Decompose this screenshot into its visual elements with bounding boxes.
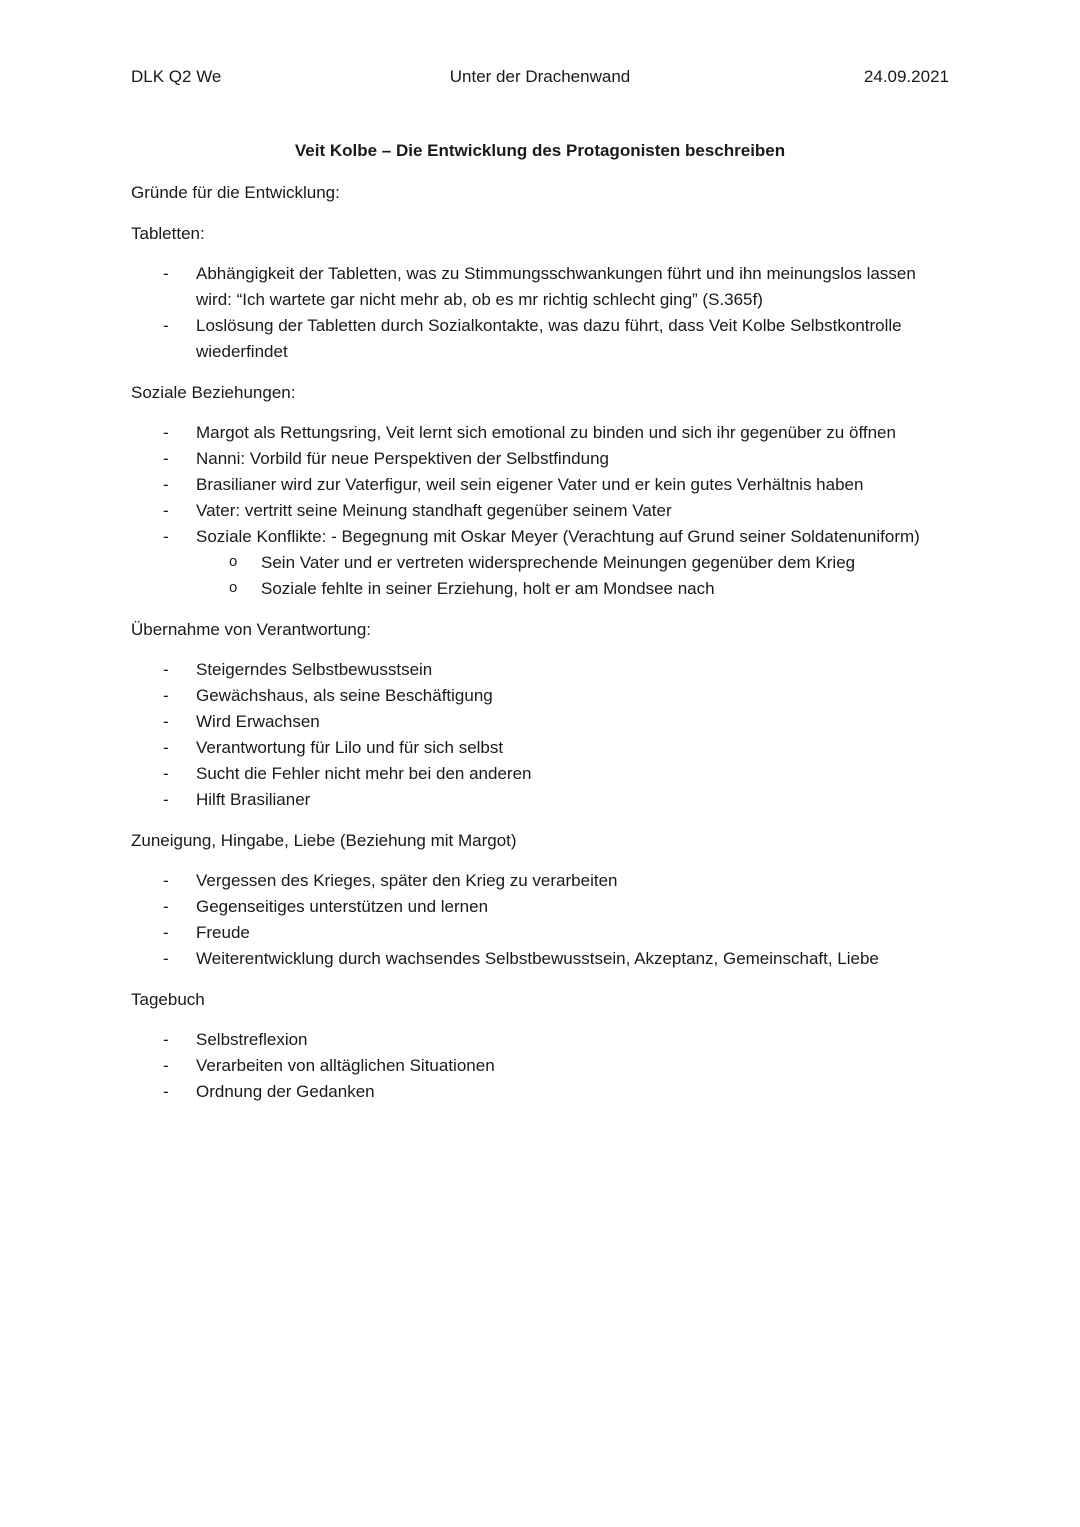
document-body [131, 180, 941, 1105]
list-item: - Margot als Rettungsring, Veit lernt sich emotional zu binden und sich ihr gegenüber zu öffnen [131, 420, 941, 446]
document-title: Veit Kolbe – Die Entwicklung des Protagonisten beschreiben [294, 141, 786, 160]
list-tabletten [131, 261, 941, 365]
list-soziale-beziehungen [131, 420, 941, 602]
header-topic: Unter der Drachenwand [449, 67, 631, 86]
list-zuneigung [131, 868, 941, 972]
list-item: - Loslösung der Tabletten durch Sozialkontakte, was dazu führt, dass Veit Kolbe Selbstkontrolle wiederfindet [131, 313, 941, 365]
section-heading-tabletten: Tabletten: [131, 224, 205, 243]
list-item: - Brasilianer wird zur Vaterfigur, weil sein eigener Vater und er kein gutes Verhältnis haben [131, 472, 941, 498]
header-date: 24.09.2021 [863, 67, 949, 86]
list-item: - Freude [131, 920, 941, 946]
list-item: - Ordnung der Gedanken [131, 1079, 941, 1105]
list-tagebuch [131, 1027, 941, 1105]
list-item: - Weiterentwicklung durch wachsendes Selbstbewusstsein, Akzeptanz, Gemeinschaft, Liebe [131, 946, 941, 972]
sublist-konflikte [196, 550, 941, 602]
section-heading-zuneigung: Zuneigung, Hingabe, Liebe (Beziehung mit Margot) [131, 831, 517, 850]
list-item: - Vergessen des Krieges, später den Krieg zu verarbeiten [131, 868, 941, 894]
list-item: - Sucht die Fehler nicht mehr bei den anderen [131, 761, 941, 787]
list-item: - Steigerndes Selbstbewusstsein [131, 657, 941, 683]
section-heading-verantwortung: Übernahme von Verantwortung: [131, 620, 372, 639]
header-course: DLK Q2 We [131, 67, 222, 86]
list-item-konflikte [131, 524, 941, 602]
list-item: - Gegenseitiges unterstützen und lernen [131, 894, 941, 920]
list-item: - Nanni: Vorbild für neue Perspektiven der Selbstfindung [131, 446, 941, 472]
list-item: - Gewächshaus, als seine Beschäftigung [131, 683, 941, 709]
sublist-item: o Soziale fehlte in seiner Erziehung, holt er am Mondsee nach [196, 576, 941, 602]
list-item: - Selbstreflexion [131, 1027, 941, 1053]
list-item: - Wird Erwachsen [131, 709, 941, 735]
list-verantwortung [131, 657, 941, 813]
list-item: - Verantwortung für Lilo und für sich selbst [131, 735, 941, 761]
list-item: - Abhängigkeit der Tabletten, was zu Stimmungsschwankungen führt und ihn meinungslos lassen wird: “Ich wartete gar nicht mehr ab, ob es mr richtig schlecht ging” (S.365f) [131, 261, 941, 313]
intro-heading: Gründe für die Entwicklung: [131, 183, 340, 202]
section-heading-soziale-beziehungen: Soziale Beziehungen: [131, 383, 296, 402]
list-item: - Vater: vertritt seine Meinung standhaft gegenüber seinem Vater [131, 498, 941, 524]
list-item-text: Soziale Konflikte: - Begegnung mit Oskar Meyer (Verachtung auf Grund seiner Soldatenuniform) [196, 527, 920, 546]
list-item: - Verarbeiten von alltäglichen Situationen [131, 1053, 941, 1079]
section-heading-tagebuch: Tagebuch [131, 990, 205, 1009]
page-header [131, 67, 949, 91]
sublist-item: o Sein Vater und er vertreten widersprechende Meinungen gegenüber dem Krieg [196, 550, 941, 576]
list-item: - Hilft Brasilianer [131, 787, 941, 813]
